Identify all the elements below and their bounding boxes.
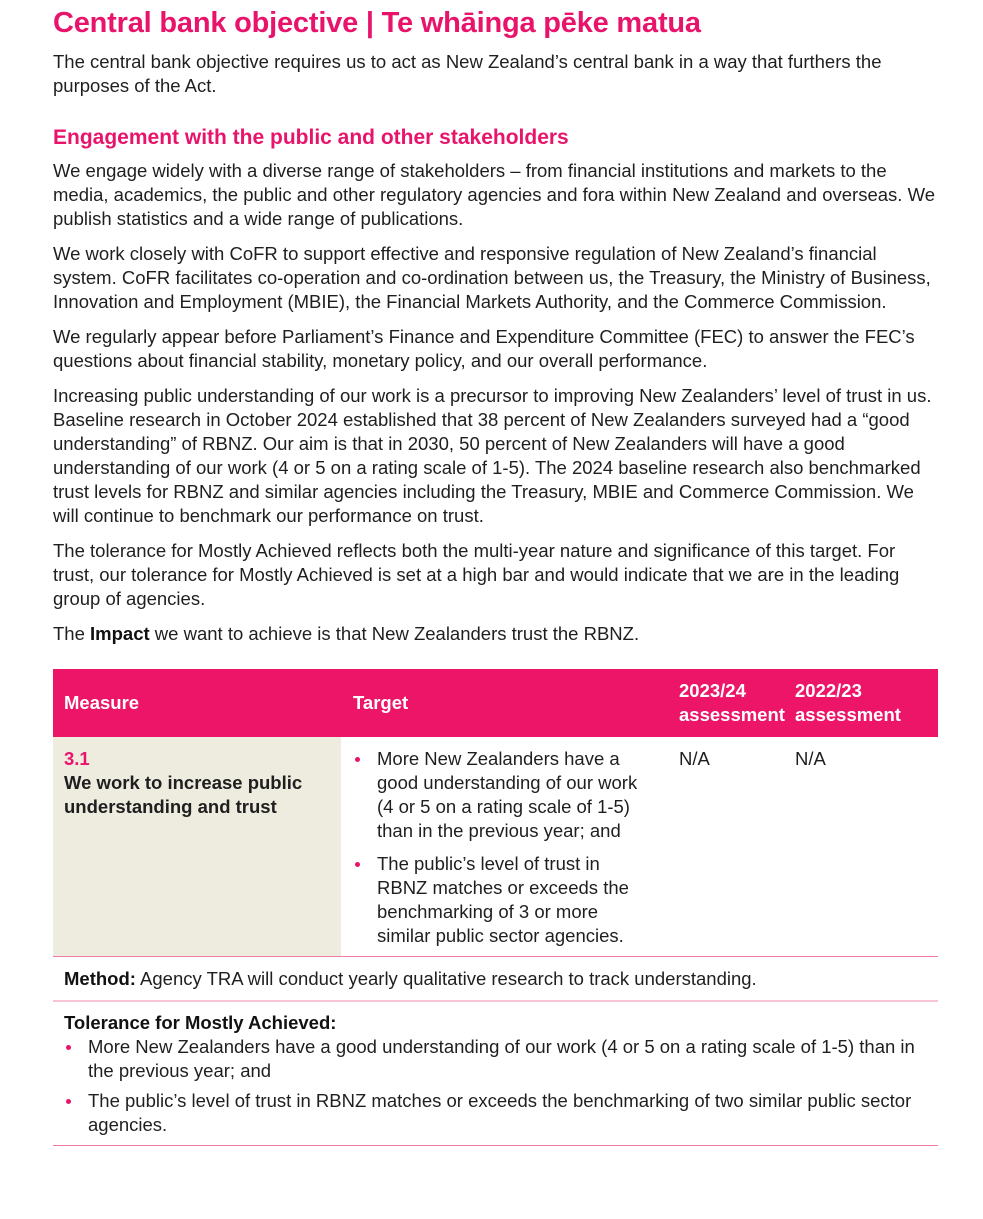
method-label: Method: (64, 968, 136, 989)
tolerance-item: The public’s level of trust in RBNZ matches or exceeds the benchmarking of two similar public sector agencies. (64, 1089, 927, 1137)
section-heading: Engagement with the public and other stakeholders (53, 126, 569, 149)
section-body (53, 159, 938, 646)
target-cell (341, 737, 666, 957)
paragraph-stakeholders: We engage widely with a diverse range of stakeholders – from financial institutions and markets to the media, academics, the public and other regulatory agencies and fora within New Zealand and overseas. We publish statistics and a wide range of publications. (53, 160, 935, 229)
assessment-2022-23-value: N/A (794, 737, 938, 957)
measure-number: 3.1 (64, 748, 90, 769)
tolerance-label: Tolerance for Mostly Achieved: (64, 1012, 337, 1033)
tolerance-list (64, 1035, 927, 1137)
tolerance-block (53, 1002, 938, 1146)
method-text: Agency TRA will conduct yearly qualitative research to track understanding. (135, 968, 757, 989)
measure-cell (53, 737, 341, 957)
table-row (53, 737, 938, 957)
header-target: Target (341, 669, 666, 737)
header-assessment-2022-23: 2022/23 assessment (794, 669, 938, 737)
page-title: Central bank objective | Te whāinga pēke matua (53, 7, 701, 39)
method-row (53, 957, 938, 1002)
target-list (353, 747, 654, 948)
measures-table (53, 669, 938, 957)
intro-paragraph: The central bank objective requires us to act as New Zealand’s central bank in a way that furthers the purposes of the Act. (53, 51, 882, 96)
header-assessment-2023-24: 2023/24 assessment (666, 669, 794, 737)
assessment-2023-24-value: N/A (666, 737, 794, 957)
target-item: More New Zealanders have a good understanding of our work (4 or 5 on a rating scale of 1-5) than in the previous year; and (353, 747, 654, 843)
table-header-row (53, 669, 938, 737)
paragraph-understanding: Increasing public understanding of our work is a precursor to improving New Zealanders’ level of trust in us. Baseline research in October 2024 established that 38 percent of New Zealanders surveyed had a “good understanding” of RBNZ. Our aim is that in 2030, 50 percent of New Zealanders will have a good understanding of our work (4 or 5 on a rating scale of 1-5). The 2024 baseline research also benchmarked trust levels for RBNZ and similar agencies including the Treasury, MBIE and Commerce Commission. We will continue to benchmark our performance on trust. (53, 385, 932, 526)
paragraph-tolerance: The tolerance for Mostly Achieved reflects both the multi-year nature and significance of this target. For trust, our tolerance for Mostly Achieved is set at a high bar and would indicate that we are in the leading group of agencies. (53, 540, 900, 609)
measure-title: We work to increase public understanding and trust (64, 772, 303, 817)
paragraph-impact: The Impact we want to achieve is that New Zealanders trust the RBNZ. (53, 623, 640, 644)
paragraph-cofr: We work closely with CoFR to support effective and responsive regulation of New Zealand’s financial system. CoFR facilitates co-operation and co-ordination between us, the Treasury, the Ministry of Business, Innovation and Employment (MBIE), the Financial Markets Authority, and the Commerce Commission. (53, 243, 931, 312)
header-measure: Measure (53, 669, 341, 737)
impact-keyword: Impact (90, 623, 150, 644)
document-page (53, 0, 938, 1146)
paragraph-fec: We regularly appear before Parliament’s Finance and Expenditure Committee (FEC) to answer the FEC’s questions about financial stability, monetary policy, and our overall performance. (53, 326, 915, 371)
tolerance-item: More New Zealanders have a good understanding of our work (4 or 5 on a rating scale of 1-5) than in the previous year; and (64, 1035, 927, 1083)
target-item: The public’s level of trust in RBNZ matches or exceeds the benchmarking of 3 or more similar public sector agencies. (353, 852, 654, 948)
